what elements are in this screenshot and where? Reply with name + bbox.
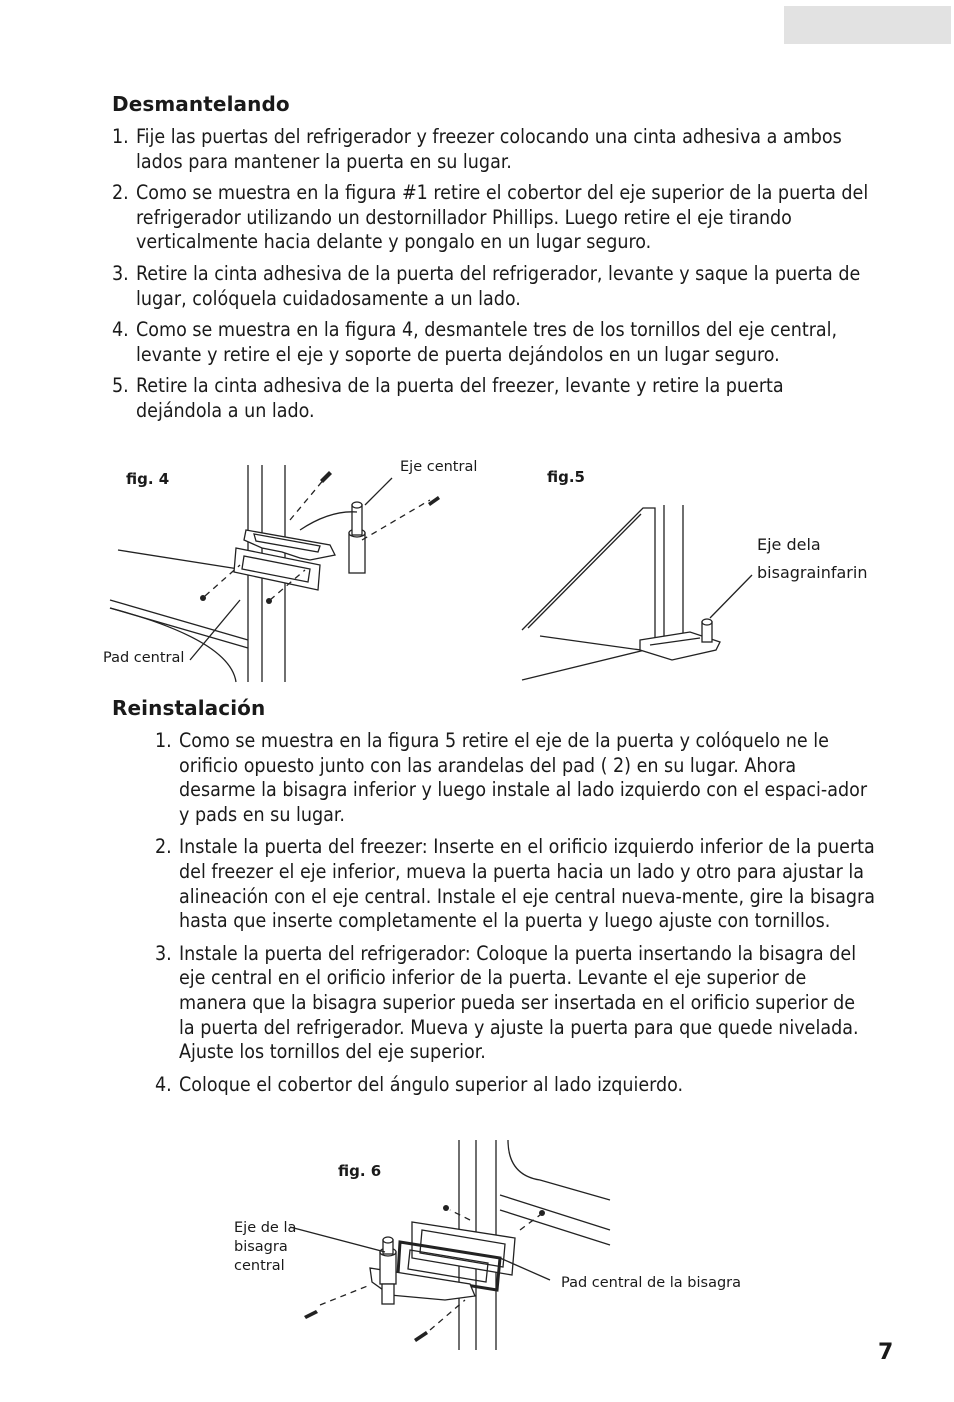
step-text: Como se muestra en la figura #1 retire el cobertor del eje superior de la puerta del refrigerador utilizando un destornillador Phillips. Luego retire el eje tirando verticalmente hacia delante y pongalo en un lugar seguro. bbox=[136, 181, 869, 254]
step-text: Retire la cinta adhesiva de la puerta del refrigerador, levante y saque la puerta de lugar, colóquela cuidadosamente a un lado. bbox=[136, 261, 861, 310]
page-number: 7 bbox=[878, 1340, 894, 1365]
step-item: 4. Como se muestra en la figura 4, desmantele tres de los tornillos del eje central, levante y retire el eje y soporte de puerta dejándolos en un lugar seguro. bbox=[112, 318, 872, 367]
fig5-callout-line1: Eje dela bbox=[757, 535, 821, 554]
fig6-callout-left-line1: Eje de la bbox=[234, 1220, 297, 1236]
fig4-label: fig. 4 bbox=[126, 470, 170, 488]
step-item: 2. Instale la puerta del freezer: Inserte en el orificio izquierdo inferior de la puerta del freezer el eje inferior, mueva la puerta hacia un lado y otro para ajustar la alineación con el eje central. Instale el eje central nueva-mente, gire la bisagra hasta que inserte completamente el la puerta y luego ajuste con tornillos. bbox=[155, 835, 875, 933]
fig5-label: fig.5 bbox=[547, 468, 585, 486]
fig6-label: fig. 6 bbox=[338, 1162, 382, 1180]
fig6-callout-left-line3: central bbox=[234, 1258, 285, 1274]
fig4-callout-pad-central: Pad central bbox=[103, 650, 185, 666]
step-item: 2. Como se muestra en la figura #1 retire el cobertor del eje superior de la puerta del refrigerador utilizando un destornillador Phillips. Luego retire el eje tirando verticalmente hacia delante y pongalo en un lugar seguro. bbox=[112, 181, 872, 255]
section-title-reinstalacion: Reinstalación bbox=[112, 696, 266, 720]
fig4-callout-eje-central: Eje central bbox=[400, 459, 478, 475]
step-text: Instale la puerta del freezer: Inserte en el orificio izquierdo inferior de la puerta del freezer el eje inferior, mueva la puerta hacia un lado y otro para ajustar la alineación con el eje central. Instale el eje central nueva-mente, gire la bisagra hasta que inserte completamente el la puerta y luego ajuste con tornillos. bbox=[179, 835, 875, 933]
step-text: Fije las puertas del refrigerador y freezer colocando una cinta adhesiva a ambos lados para mantener la puerta en su lugar. bbox=[136, 125, 842, 173]
step-text: Coloque el cobertor del ángulo superior al lado izquierdo. bbox=[179, 1072, 684, 1096]
step-item: 3. Retire la cinta adhesiva de la puerta del refrigerador, levante y saque la puerta de lugar, colóquela cuidadosamente a un lado. bbox=[112, 262, 872, 311]
fig5-callout-line2: bisagrainfarin bbox=[757, 563, 868, 582]
step-item: 3. Instale la puerta del refrigerador: Coloque la puerta insertando la bisagra del eje central en el orificio inferior de la puerta. Levante el eje superior de manera que la bisagra superior pueda ser insertada en el orificio superior de la puerta del refrigerador. Mueva y ajuste la puerta para que quede nivelada. Ajuste los tornillos del eje superior. bbox=[155, 942, 875, 1065]
fig6-callout-left-line2: bisagra bbox=[234, 1239, 288, 1255]
step-item: 4. Coloque el cobertor del ángulo superior al lado izquierdo. bbox=[155, 1073, 875, 1098]
step-item: 1. Como se muestra en la figura 5 retire el eje de la puerta y colóquelo ne le orificio opuesto junto con las arandelas del pad ( 2) en su lugar. Ahora desarme la bisagra inferior y luego instale al lado izquierdo con el espaci-ador y pads en su lugar. bbox=[155, 729, 875, 827]
step-item: 5. Retire la cinta adhesiva de la puerta del freezer, levante y retire la puerta dejándola a un lado. bbox=[112, 374, 872, 423]
step-text: Como se muestra en la figura 4, desmantele tres de los tornillos del eje central, levante y retire el eje y soporte de puerta dejándolos en un lugar seguro. bbox=[136, 318, 838, 366]
step-text: Como se muestra en la figura 5 retire el eje de la puerta y colóquelo ne le orificio opuesto junto con las arandelas del pad ( 2) en su lugar. Ahora desarme la bisagra inferior y luego instale al lado izquierdo con el espaci-ador y pads en su lugar. bbox=[179, 729, 868, 826]
step-text: Instale la puerta del refrigerador: Coloque la puerta insertando la bisagra del eje central en el orificio inferior de la puerta. Levante el eje superior de manera que la bisagra superior pueda ser insertada en el orificio superior de la puerta del refrigerador. Mueva y ajuste la puerta para que quede nivelada. Ajuste los tornillos del eje superior. bbox=[179, 941, 859, 1064]
section-title-desmantelando: Desmantelando bbox=[112, 92, 290, 116]
step-text: Retire la cinta adhesiva de la puerta del freezer, levante y retire la puerta dejándola a un lado. bbox=[136, 374, 784, 422]
fig6-callout-right: Pad central de la bisagra bbox=[561, 1275, 742, 1291]
step-item: 1. Fije las puertas del refrigerador y freezer colocando una cinta adhesiva a ambos lados para mantener la puerta en su lugar. bbox=[112, 125, 872, 174]
